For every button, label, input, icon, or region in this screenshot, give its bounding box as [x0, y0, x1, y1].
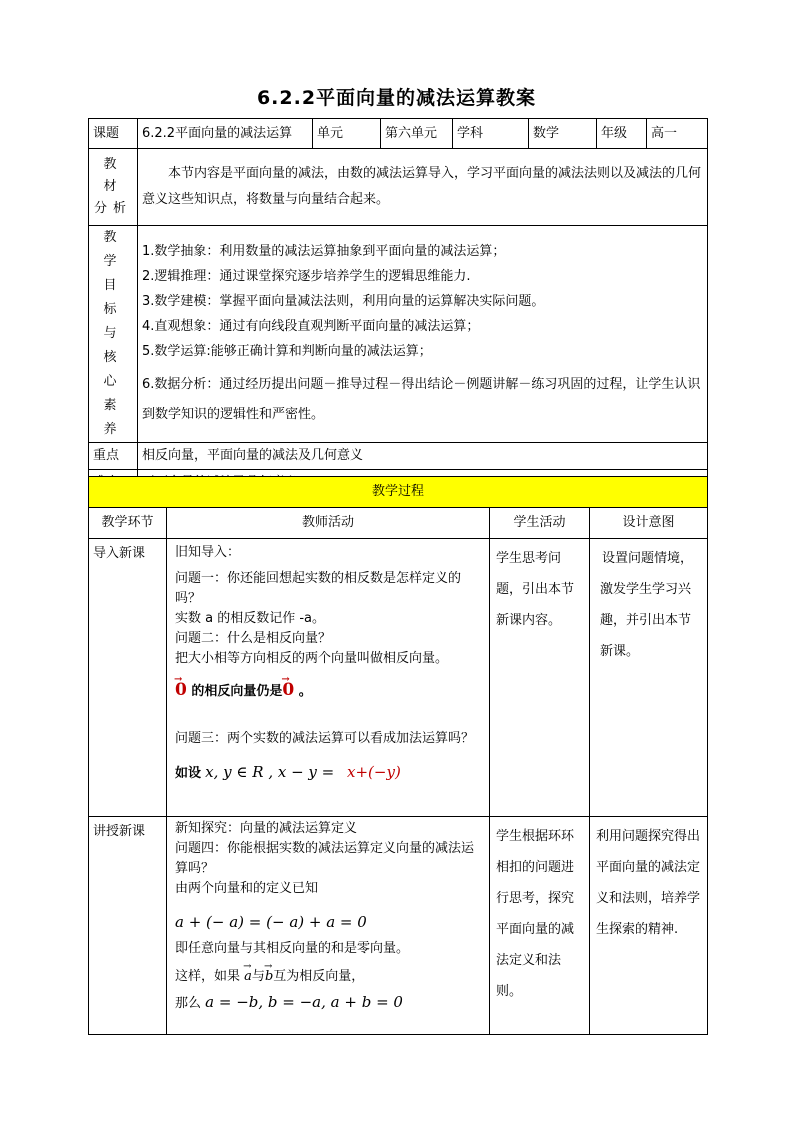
- analysis-text: 本节内容是平面向量的减法，由数的减法运算导入，学习平面向量的减法法则以及减法的几何意义这些知识点，将数量与向量结合起来。: [138, 149, 708, 226]
- explain-design: 利用问题探究得出平面向量的减法定义和法则，培养学生探索的精神.: [590, 817, 708, 1035]
- intro-design: 设置问题情境，激发学生学习兴趣，并引出本节新课。: [590, 539, 708, 817]
- intro-row: [89, 539, 708, 817]
- goals-label: 教 学 目 标 与 核 心 素 养: [89, 226, 138, 443]
- subject-value: 数学: [529, 119, 597, 149]
- key-points-label: 重点: [89, 443, 138, 470]
- info-row: [89, 119, 708, 149]
- goal-item: 3.数学建模：掌握平面向量减法法则，利用向量的运算解决实际问题。: [142, 293, 545, 309]
- goal-item: 6.数据分析：通过经历提出问题－推导过程－得出结论－例题讲解－练习巩固的过程，让学生认识到数学知识的逻辑性和严密性。: [142, 376, 701, 422]
- unit-label: 单元: [313, 119, 381, 149]
- explain-stage: 讲授新课: [89, 817, 167, 1035]
- intro-teacher: 旧知导入： 问题一：你还能回想起实数的相反数是怎样定义的吗？ 实数 a 的相反数记作 -a。 问题二：什么是相反向量？ 把大小相等方向相反的两个向量叫做相反向量。 → 0 的相反向量仍是→ 0 。 问题三：两个实数的减法运算可以看成加法运算吗？ 如设 x, y ∈ R , x − y = x+(−y): [167, 539, 490, 817]
- header-stage: 教学环节: [89, 508, 167, 539]
- opposite-vector-line: 这样，如果 → a与→ b互为相反向量，: [175, 965, 483, 989]
- header-student: 学生活动: [490, 508, 590, 539]
- goals-list: [138, 226, 708, 443]
- header-teacher: 教师活动: [167, 508, 490, 539]
- header-design: 设计意图: [590, 508, 708, 539]
- equation-1: a + (− a) = (− a) + a = 0: [175, 913, 367, 931]
- goal-item: 4.直观想象：通过有向线段直观判断平面向量的减法运算；: [142, 318, 480, 334]
- explain-row: [89, 817, 708, 1035]
- info-table: [88, 118, 708, 497]
- zero-vector-line: → 0 的相反向量仍是→ 0 。: [175, 677, 483, 705]
- process-header-row: [89, 508, 708, 539]
- grade-value: 高一: [647, 119, 708, 149]
- course-label: 课题: [89, 119, 138, 149]
- analysis-row: [89, 149, 708, 226]
- process-table: [88, 476, 708, 1035]
- intro-student: 学生思考问题，引出本节新课内容。: [490, 539, 590, 817]
- goal-item: 5.数学运算:能够正确计算和判断向量的减法运算；: [142, 343, 432, 359]
- explain-teacher: 新知探究：向量的减法运算定义 问题四：你能根据实数的减法运算定义向量的减法运算吗？ 由两个向量和的定义已知 a + (− a) = (− a) + a = 0 即任意向量与其相反向量的和是零向量。 这样，如果 → a与→ b互为相反向量， 那么 a = −b, b = −a, a + b = 0: [167, 817, 490, 1035]
- process-banner: 教学过程: [89, 477, 708, 508]
- page-title: 6.2.2平面向量的减法运算教案: [256, 87, 537, 109]
- grade-label: 年级: [597, 119, 647, 149]
- explain-student: 学生根据环环相扣的问题进行思考，探究平面向量的减法定义和法则。: [490, 817, 590, 1035]
- goal-item: 1.数学抽象：利用数量的减法运算抽象到平面向量的减法运算；: [142, 243, 506, 259]
- key-points-value: 相反向量，平面向量的减法及几何意义: [138, 443, 708, 470]
- subject-label: 学科: [453, 119, 529, 149]
- course-value: 6.2.2平面向量的减法运算: [138, 119, 313, 149]
- analysis-label: 教 材 分析: [89, 149, 138, 226]
- process-banner-row: [89, 477, 708, 508]
- equation-2-line: 那么 a = −b, b = −a, a + b = 0: [175, 993, 403, 1011]
- intro-stage: 导入新课: [89, 539, 167, 817]
- math-line: 如设 x, y ∈ R , x − y = x+(−y): [175, 763, 401, 781]
- unit-value: 第六单元: [381, 119, 453, 149]
- goals-row: [89, 226, 708, 443]
- goal-item: 2.逻辑推理：通过课堂探究逐步培养学生的逻辑思维能力.: [142, 268, 471, 284]
- equation-2: a = −b, b = −a, a + b = 0: [205, 993, 403, 1011]
- key-points-row: [89, 443, 708, 470]
